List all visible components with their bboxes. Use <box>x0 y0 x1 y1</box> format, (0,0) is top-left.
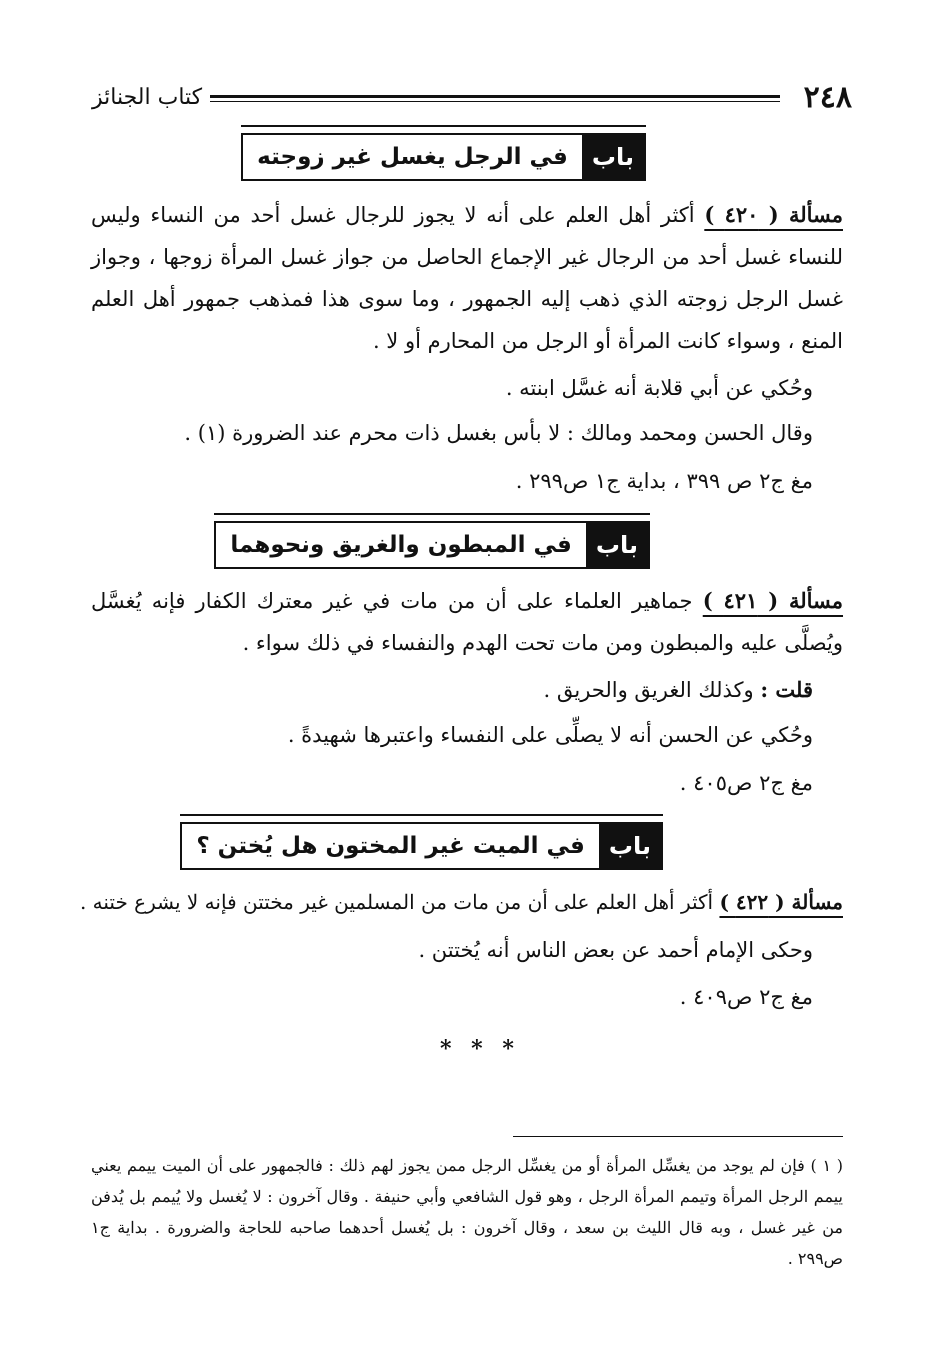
issue-label: مسألة ( ٤٢١ ) <box>702 588 844 613</box>
section-heading-1 <box>241 133 646 181</box>
issue-paragraph-420 <box>91 194 843 362</box>
source-reference: مغ ج٢ ص٤٠٩ . <box>679 985 813 1009</box>
section-heading-3 <box>180 822 663 870</box>
qult-line <box>543 669 813 711</box>
issue-text: أكثر أهل العلم على أنه لا يجوز للرجال غسل أحد من النساء وليس للنساء غسل أحد من الرجال غير الإجماع الحاصل من جواز غسل المرأة زوجها ، وجواز غسل الرجل زوجته الذي ذهب إليه الجمهور ، وما سوى هذا فمذهب جمهور أهل العلم المنع ، وسواء كانت المرأة أو الرجل من المحارم أو لا . <box>91 203 843 353</box>
section-separator: * * * <box>440 1036 520 1062</box>
qult-text: وكذلك الغريق والحريق . <box>543 678 761 702</box>
section-title: في الميت غير المختون هل يُختن ؟ <box>196 833 585 859</box>
footnote: ( ١ ) فإن لم يوجد من يغسِّل المرأة أو من يغسِّل الرجل ممن يجوز لهم ذلك : فالجمهور على أن الميت ييمم يعني ييمم الرجل المرأة وتيمم المرأة الرجل ، وهو قول الشافعي وأبي حنيفة . وقال آخرون : لا يُغسل ولا يُيمم بل يُدفن من غير غسل ، وبه قال الليث بن سعد ، وقال آخرون : بل يُغسل أحدهما صاحبه للحاجة والضرورة . بداية ج١ ص٢٩٩ . <box>91 1156 844 1268</box>
qult-label: قلت : <box>760 677 813 702</box>
source-reference: مغ ج٢ ص٤٠٥ . <box>679 771 813 795</box>
text-line: وحُكي عن الحسن أنه لا يصلِّى على النفساء واعتبرها شهيدةً . <box>287 723 813 747</box>
issue-label: مسألة ( ٤٢٠ ) <box>704 202 843 227</box>
bab-label: باب <box>586 523 648 567</box>
issue-text: جماهير العلماء على أن من مات في غير معترك الكفار فإنه يُغسَّل ويُصلَّى عليه والمبطون ومن مات تحت الهدم والنفساء في ذلك سواء . <box>91 589 843 655</box>
issue-paragraph-422 <box>80 881 843 923</box>
section-heading-2 <box>214 521 650 569</box>
text-line: وحكى الإمام أحمد عن بعض الناس أنه يُختتن . <box>418 938 813 962</box>
issue-label: مسألة ( ٤٢٢ ) <box>719 890 843 914</box>
header-rule <box>210 95 780 102</box>
issue-paragraph-421 <box>91 580 843 664</box>
page-number: ٢٤٨ <box>803 80 852 115</box>
running-header <box>92 78 852 118</box>
issue-text: أكثر أهل العلم على أن من مات من المسلمين غير مختتن فإنه لا يشرع ختنه . <box>79 890 720 914</box>
running-title: كتاب الجنائز <box>92 85 203 110</box>
bab-label: باب <box>599 824 661 868</box>
section-title: في الرجل يغسل غير زوجته <box>257 144 568 170</box>
text-line-body: وقال الحسن ومحمد ومالك : لا بأس بغسل ذات محرم عند الضرورة <box>232 421 813 445</box>
text-line <box>184 412 813 454</box>
footnote-rule <box>513 1136 843 1137</box>
bab-label: باب <box>582 135 644 179</box>
section-title: في المبطون والغريق ونحوهما <box>230 532 572 558</box>
footnote-ref: (١) . <box>184 421 233 445</box>
source-reference: مغ ج٢ ص ٣٩٩ ، بداية ج١ ص٢٩٩ . <box>515 469 813 493</box>
text-line: وحُكي عن أبي قلابة أنه غسَّل ابنته . <box>505 376 813 400</box>
